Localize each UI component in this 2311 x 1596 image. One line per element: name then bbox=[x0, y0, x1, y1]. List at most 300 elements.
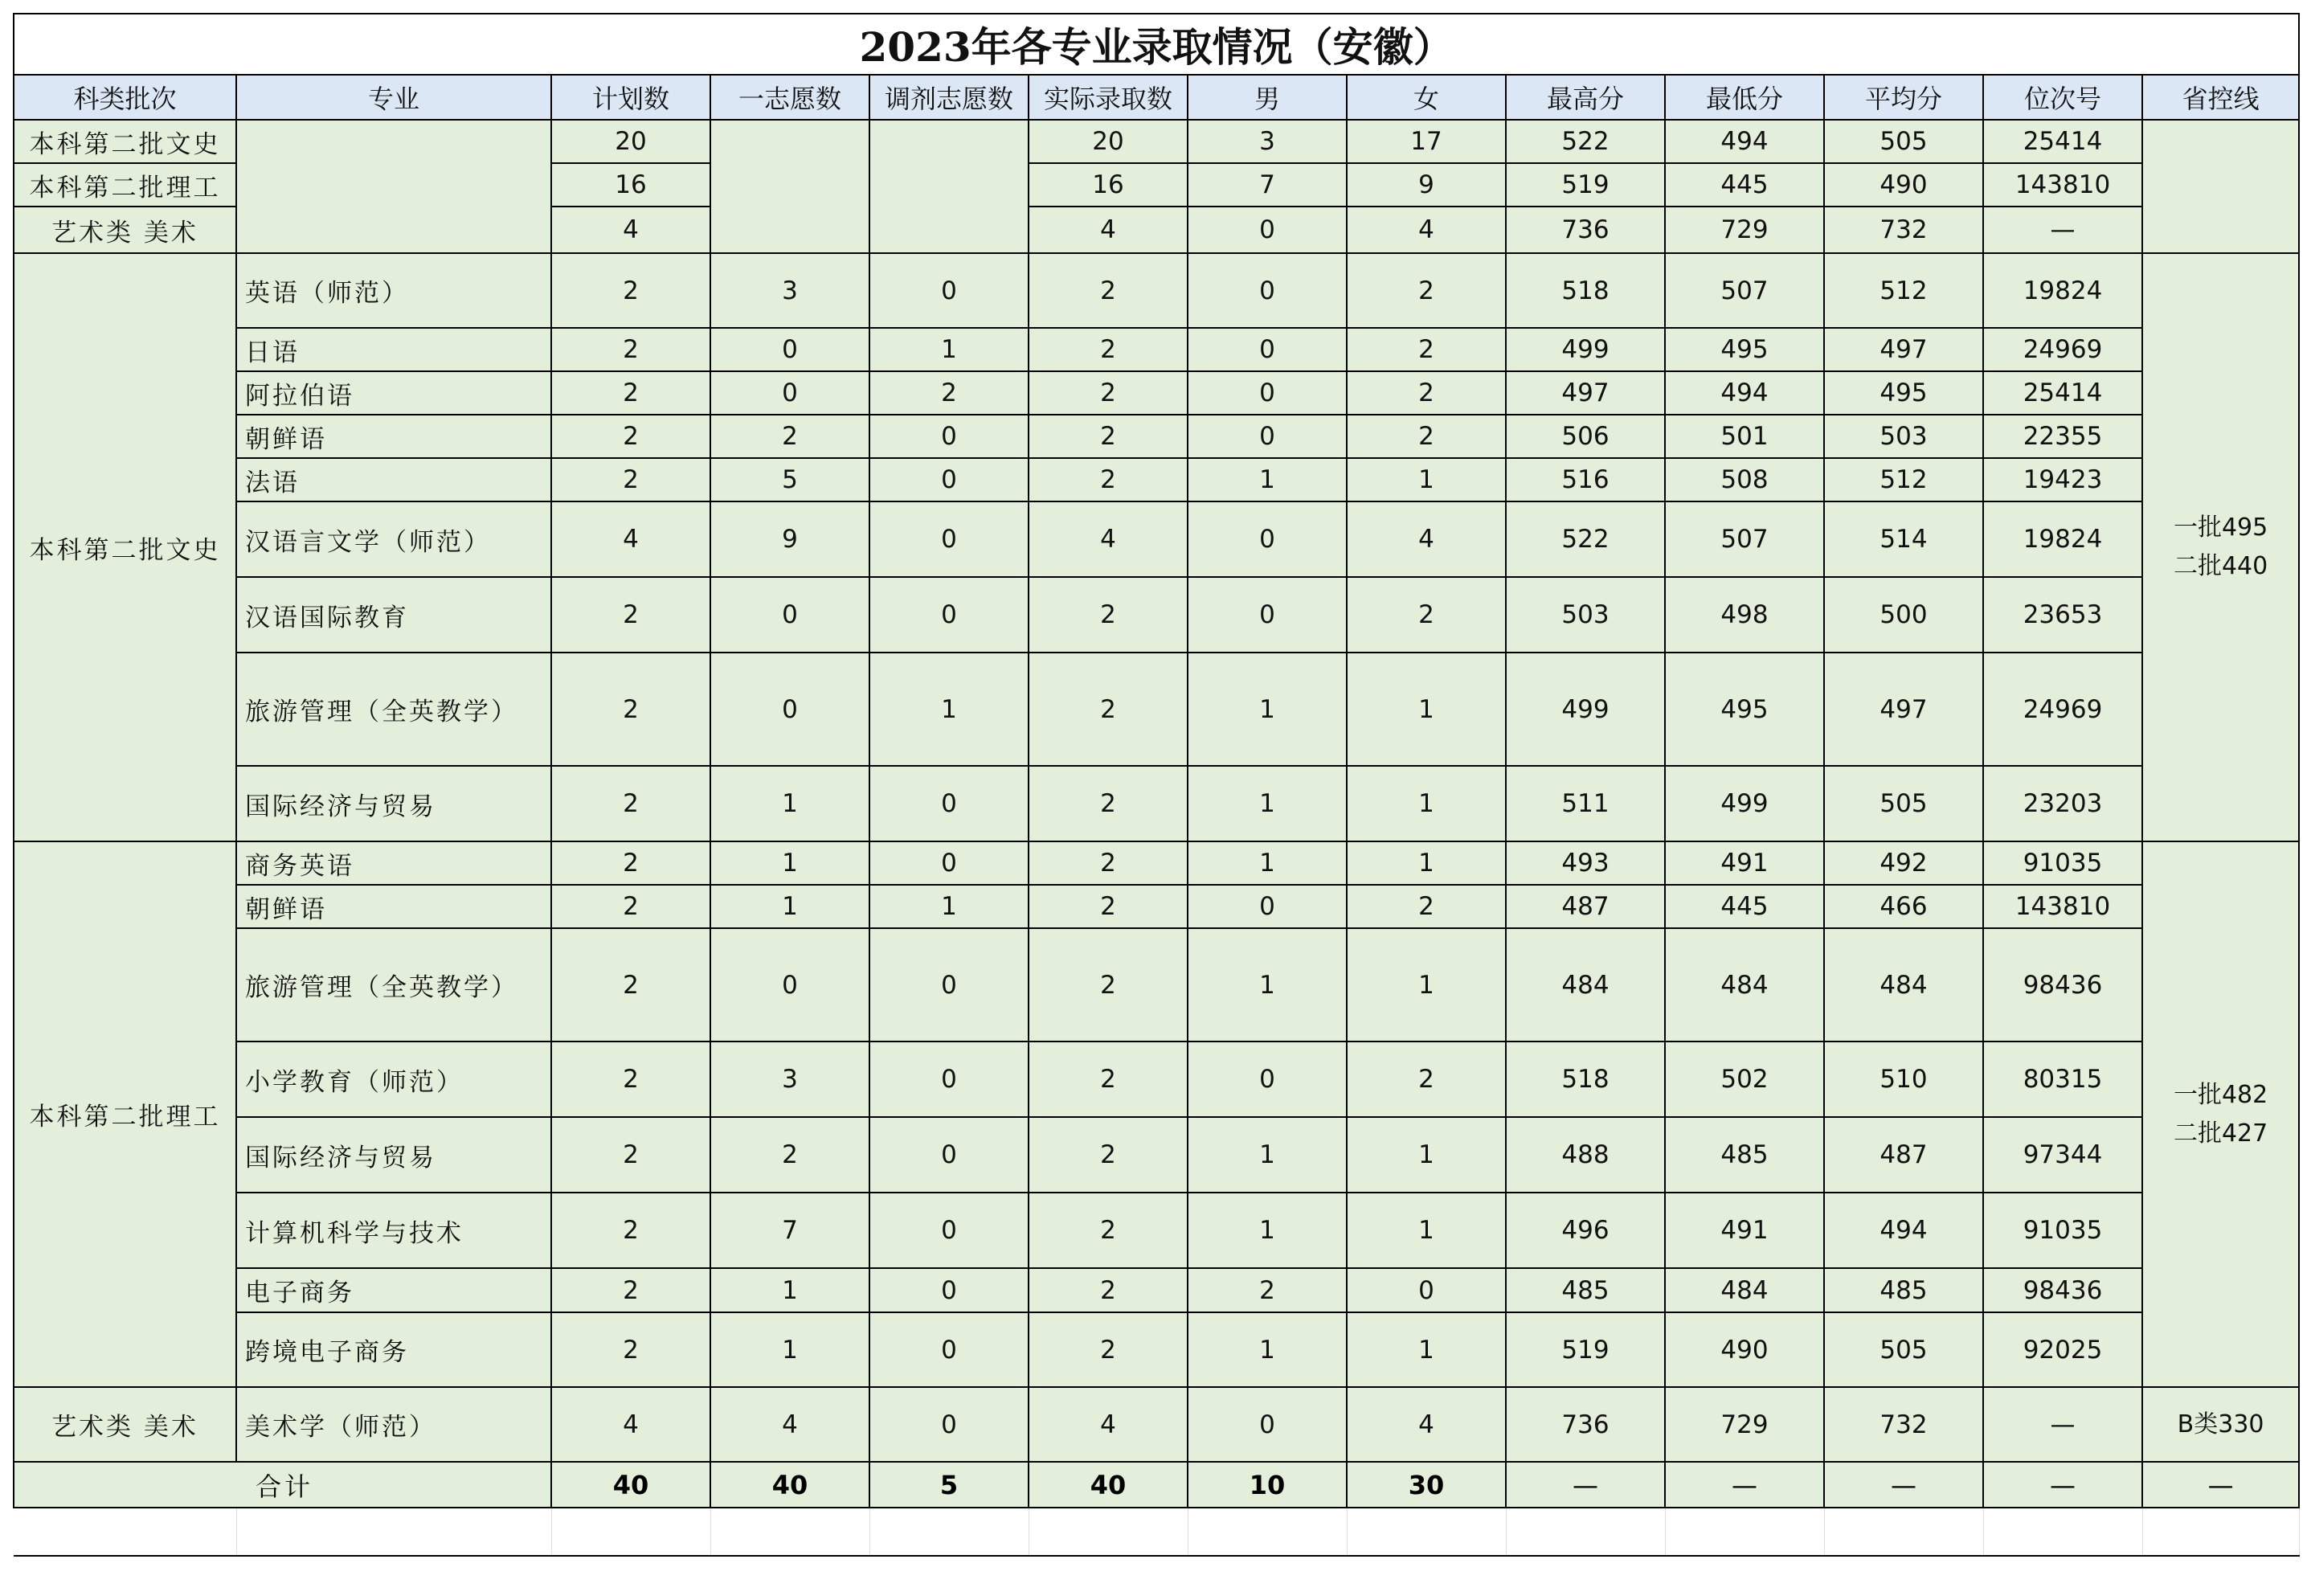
column-header: 男 bbox=[1188, 75, 1347, 120]
plan-cell: 16 bbox=[551, 163, 710, 207]
control-line-text: 二批440 bbox=[2173, 552, 2268, 580]
rank-cell: 91035 bbox=[1983, 1193, 2142, 1268]
control-line-text: B类330 bbox=[2177, 1410, 2264, 1438]
table-row bbox=[14, 885, 2299, 928]
max-cell: 518 bbox=[1506, 253, 1665, 328]
plan-cell: 2 bbox=[551, 928, 710, 1041]
actual-cell: 20 bbox=[1029, 120, 1188, 163]
female-cell: 1 bbox=[1347, 1117, 1506, 1193]
first-cell: 3 bbox=[710, 1041, 869, 1117]
column-header: 女 bbox=[1347, 75, 1506, 120]
min-cell: 491 bbox=[1665, 841, 1824, 885]
max-cell: 484 bbox=[1506, 928, 1665, 1041]
plan-cell: 2 bbox=[551, 841, 710, 885]
adjust-cell: 0 bbox=[869, 1268, 1029, 1312]
min-cell: 485 bbox=[1665, 1117, 1824, 1193]
male-cell: 1 bbox=[1188, 1312, 1347, 1387]
male-cell: 1 bbox=[1188, 766, 1347, 841]
rank-cell: 92025 bbox=[1983, 1312, 2142, 1387]
rank-cell: 24969 bbox=[1983, 653, 2142, 766]
plan-cell: 2 bbox=[551, 458, 710, 501]
first-cell: 1 bbox=[710, 885, 869, 928]
control-line-text: 一批482 bbox=[2173, 1080, 2268, 1109]
adjust-cell: 0 bbox=[869, 1193, 1029, 1268]
actual-cell: 4 bbox=[1029, 501, 1188, 577]
table-row bbox=[14, 1117, 2299, 1193]
female-cell: 0 bbox=[1347, 1268, 1506, 1312]
table-row bbox=[14, 1268, 2299, 1312]
summary-category: 艺术类 美术 bbox=[14, 207, 236, 253]
avg-cell: 490 bbox=[1824, 163, 1983, 207]
max-cell: 518 bbox=[1506, 1041, 1665, 1117]
actual-cell: 2 bbox=[1029, 885, 1188, 928]
min-cell: 507 bbox=[1665, 253, 1824, 328]
major-cell: 阿拉伯语 bbox=[236, 371, 551, 415]
actual-cell: 4 bbox=[1029, 1387, 1188, 1462]
first-cell: 2 bbox=[710, 1117, 869, 1193]
max-cell: 511 bbox=[1506, 766, 1665, 841]
rank-cell: 25414 bbox=[1983, 371, 2142, 415]
adjust-cell: 1 bbox=[869, 885, 1029, 928]
rank-cell: 25414 bbox=[1983, 120, 2142, 163]
avg-cell: 503 bbox=[1824, 415, 1983, 458]
female-cell: 1 bbox=[1347, 653, 1506, 766]
female-cell: 4 bbox=[1347, 1387, 1506, 1462]
max-cell: 506 bbox=[1506, 415, 1665, 458]
min-cell: 445 bbox=[1665, 885, 1824, 928]
female-cell: 1 bbox=[1347, 766, 1506, 841]
avg-cell: 505 bbox=[1824, 1312, 1983, 1387]
table-row bbox=[14, 577, 2299, 653]
table-row bbox=[14, 928, 2299, 1041]
max-cell: 488 bbox=[1506, 1117, 1665, 1193]
male-cell: 7 bbox=[1188, 163, 1347, 207]
column-header: 一志愿数 bbox=[710, 75, 869, 120]
total-male-cell: 10 bbox=[1188, 1462, 1347, 1508]
max-cell: 519 bbox=[1506, 1312, 1665, 1387]
adjust-cell: 0 bbox=[869, 577, 1029, 653]
min-cell: 494 bbox=[1665, 371, 1824, 415]
max-cell: 522 bbox=[1506, 501, 1665, 577]
male-cell: 0 bbox=[1188, 577, 1347, 653]
adjust-cell: 0 bbox=[869, 501, 1029, 577]
plan-cell: 2 bbox=[551, 1041, 710, 1117]
adjust-cell: 0 bbox=[869, 766, 1029, 841]
blank-cell bbox=[14, 1508, 236, 1556]
actual-cell: 2 bbox=[1029, 1312, 1188, 1387]
table-row bbox=[14, 328, 2299, 371]
max-cell: 519 bbox=[1506, 163, 1665, 207]
major-cell: 朝鲜语 bbox=[236, 885, 551, 928]
max-cell: 496 bbox=[1506, 1193, 1665, 1268]
female-cell: 9 bbox=[1347, 163, 1506, 207]
male-cell: 1 bbox=[1188, 928, 1347, 1041]
summary-control-empty bbox=[2142, 120, 2299, 253]
male-cell: 2 bbox=[1188, 1268, 1347, 1312]
blank-cell bbox=[710, 1508, 869, 1556]
plan-cell: 2 bbox=[551, 1268, 710, 1312]
control-line-text: 一批495 bbox=[2173, 514, 2268, 542]
column-header: 最高分 bbox=[1506, 75, 1665, 120]
table-row bbox=[14, 501, 2299, 577]
actual-cell: 2 bbox=[1029, 1117, 1188, 1193]
avg-cell: 512 bbox=[1824, 253, 1983, 328]
rank-cell: 19824 bbox=[1983, 253, 2142, 328]
column-header: 科类批次 bbox=[14, 75, 236, 120]
first-cell: 1 bbox=[710, 1312, 869, 1387]
summary-row bbox=[14, 120, 2299, 163]
adjust-cell: 2 bbox=[869, 371, 1029, 415]
male-cell: 1 bbox=[1188, 653, 1347, 766]
table-title: 2023年各专业录取情况（安徽） bbox=[14, 14, 2299, 75]
summary-category: 本科第二批理工 bbox=[14, 163, 236, 207]
plan-cell: 2 bbox=[551, 1117, 710, 1193]
category-cell: 艺术类 美术 bbox=[14, 1387, 236, 1462]
avg-cell: 512 bbox=[1824, 458, 1983, 501]
blank-cell bbox=[869, 1508, 1029, 1556]
adjust-cell: 1 bbox=[869, 328, 1029, 371]
table-row bbox=[14, 1041, 2299, 1117]
summary-adjust-empty bbox=[869, 120, 1029, 253]
total-actual-cell: 40 bbox=[1029, 1462, 1188, 1508]
blank-row bbox=[14, 1508, 2299, 1556]
total-row bbox=[14, 1462, 2299, 1508]
min-cell: 499 bbox=[1665, 766, 1824, 841]
rank-cell: 19423 bbox=[1983, 458, 2142, 501]
min-cell: 507 bbox=[1665, 501, 1824, 577]
plan-cell: 2 bbox=[551, 415, 710, 458]
major-cell: 计算机科学与技术 bbox=[236, 1193, 551, 1268]
table-row bbox=[14, 841, 2299, 885]
female-cell: 2 bbox=[1347, 371, 1506, 415]
plan-cell: 20 bbox=[551, 120, 710, 163]
female-cell: 2 bbox=[1347, 577, 1506, 653]
column-header: 计划数 bbox=[551, 75, 710, 120]
female-cell: 2 bbox=[1347, 885, 1506, 928]
category-cell: 本科第二批文史 bbox=[14, 253, 236, 841]
first-cell: 1 bbox=[710, 766, 869, 841]
blank-cell bbox=[1029, 1508, 1188, 1556]
summary-category: 本科第二批文史 bbox=[14, 120, 236, 163]
min-cell: 491 bbox=[1665, 1193, 1824, 1268]
rank-cell: 23653 bbox=[1983, 577, 2142, 653]
max-cell: 497 bbox=[1506, 371, 1665, 415]
plan-cell: 4 bbox=[551, 1387, 710, 1462]
actual-cell: 16 bbox=[1029, 163, 1188, 207]
avg-cell: 497 bbox=[1824, 653, 1983, 766]
min-cell: 495 bbox=[1665, 328, 1824, 371]
major-cell: 旅游管理（全英教学） bbox=[236, 928, 551, 1041]
total-control-cell: — bbox=[2142, 1462, 2299, 1508]
province-control-line-cell bbox=[2142, 1387, 2299, 1462]
total-label: 合计 bbox=[14, 1462, 551, 1508]
avg-cell: 497 bbox=[1824, 328, 1983, 371]
min-cell: 494 bbox=[1665, 120, 1824, 163]
major-cell: 电子商务 bbox=[236, 1268, 551, 1312]
male-cell: 1 bbox=[1188, 841, 1347, 885]
table-row bbox=[14, 1312, 2299, 1387]
total-rank-cell: — bbox=[1983, 1462, 2142, 1508]
plan-cell: 2 bbox=[551, 1193, 710, 1268]
first-cell: 1 bbox=[710, 1268, 869, 1312]
column-header: 调剂志愿数 bbox=[869, 75, 1029, 120]
rank-cell: 143810 bbox=[1983, 163, 2142, 207]
min-cell: 484 bbox=[1665, 928, 1824, 1041]
actual-cell: 2 bbox=[1029, 928, 1188, 1041]
avg-cell: 510 bbox=[1824, 1041, 1983, 1117]
max-cell: 493 bbox=[1506, 841, 1665, 885]
column-header: 省控线 bbox=[2142, 75, 2299, 120]
actual-cell: 2 bbox=[1029, 653, 1188, 766]
actual-cell: 2 bbox=[1029, 1268, 1188, 1312]
major-cell: 跨境电子商务 bbox=[236, 1312, 551, 1387]
min-cell: 502 bbox=[1665, 1041, 1824, 1117]
plan-cell: 2 bbox=[551, 653, 710, 766]
max-cell: 485 bbox=[1506, 1268, 1665, 1312]
major-cell: 汉语国际教育 bbox=[236, 577, 551, 653]
male-cell: 0 bbox=[1188, 207, 1347, 253]
total-adjust-cell: 5 bbox=[869, 1462, 1029, 1508]
adjust-cell: 0 bbox=[869, 841, 1029, 885]
min-cell: 495 bbox=[1665, 653, 1824, 766]
actual-cell: 2 bbox=[1029, 577, 1188, 653]
avg-cell: 484 bbox=[1824, 928, 1983, 1041]
province-control-line-cell bbox=[2142, 253, 2299, 841]
plan-cell: 2 bbox=[551, 577, 710, 653]
first-cell: 0 bbox=[710, 371, 869, 415]
column-header: 平均分 bbox=[1824, 75, 1983, 120]
male-cell: 1 bbox=[1188, 1193, 1347, 1268]
avg-cell: 505 bbox=[1824, 766, 1983, 841]
table-row bbox=[14, 653, 2299, 766]
blank-cell bbox=[1188, 1508, 1347, 1556]
actual-cell: 4 bbox=[1029, 207, 1188, 253]
rank-cell: 24969 bbox=[1983, 328, 2142, 371]
female-cell: 2 bbox=[1347, 415, 1506, 458]
blank-cell bbox=[1506, 1508, 1665, 1556]
male-cell: 0 bbox=[1188, 885, 1347, 928]
total-avg-cell: — bbox=[1824, 1462, 1983, 1508]
column-header: 实际录取数 bbox=[1029, 75, 1188, 120]
avg-cell: 514 bbox=[1824, 501, 1983, 577]
rank-cell: — bbox=[1983, 207, 2142, 253]
adjust-cell: 0 bbox=[869, 458, 1029, 501]
table-row bbox=[14, 253, 2299, 328]
first-cell: 3 bbox=[710, 253, 869, 328]
major-cell: 英语（师范） bbox=[236, 253, 551, 328]
first-cell: 0 bbox=[710, 928, 869, 1041]
avg-cell: 466 bbox=[1824, 885, 1983, 928]
female-cell: 1 bbox=[1347, 928, 1506, 1041]
min-cell: 445 bbox=[1665, 163, 1824, 207]
first-cell: 0 bbox=[710, 328, 869, 371]
female-cell: 1 bbox=[1347, 1312, 1506, 1387]
actual-cell: 2 bbox=[1029, 415, 1188, 458]
total-max-cell: — bbox=[1506, 1462, 1665, 1508]
table-row bbox=[14, 1193, 2299, 1268]
avg-cell: 500 bbox=[1824, 577, 1983, 653]
major-cell: 法语 bbox=[236, 458, 551, 501]
male-cell: 1 bbox=[1188, 458, 1347, 501]
total-first-cell: 40 bbox=[710, 1462, 869, 1508]
summary-major-empty bbox=[236, 120, 551, 253]
admission-table bbox=[13, 13, 2300, 1557]
male-cell: 0 bbox=[1188, 1041, 1347, 1117]
adjust-cell: 0 bbox=[869, 928, 1029, 1041]
female-cell: 1 bbox=[1347, 458, 1506, 501]
major-cell: 国际经济与贸易 bbox=[236, 766, 551, 841]
first-cell: 2 bbox=[710, 415, 869, 458]
male-cell: 0 bbox=[1188, 371, 1347, 415]
rank-cell: 80315 bbox=[1983, 1041, 2142, 1117]
max-cell: 499 bbox=[1506, 328, 1665, 371]
total-min-cell: — bbox=[1665, 1462, 1824, 1508]
min-cell: 508 bbox=[1665, 458, 1824, 501]
adjust-cell: 0 bbox=[869, 415, 1029, 458]
first-cell: 0 bbox=[710, 653, 869, 766]
summary-first-empty bbox=[710, 120, 869, 253]
max-cell: 522 bbox=[1506, 120, 1665, 163]
blank-cell bbox=[1665, 1508, 1824, 1556]
total-plan-cell: 40 bbox=[551, 1462, 710, 1508]
avg-cell: 485 bbox=[1824, 1268, 1983, 1312]
actual-cell: 2 bbox=[1029, 371, 1188, 415]
first-cell: 0 bbox=[710, 577, 869, 653]
first-cell: 1 bbox=[710, 841, 869, 885]
plan-cell: 4 bbox=[551, 501, 710, 577]
major-cell: 朝鲜语 bbox=[236, 415, 551, 458]
plan-cell: 2 bbox=[551, 1312, 710, 1387]
column-header: 位次号 bbox=[1983, 75, 2142, 120]
min-cell: 484 bbox=[1665, 1268, 1824, 1312]
male-cell: 1 bbox=[1188, 1117, 1347, 1193]
adjust-cell: 0 bbox=[869, 1117, 1029, 1193]
major-cell: 美术学（师范） bbox=[236, 1387, 551, 1462]
table-row bbox=[14, 415, 2299, 458]
max-cell: 736 bbox=[1506, 1387, 1665, 1462]
female-cell: 4 bbox=[1347, 501, 1506, 577]
male-cell: 3 bbox=[1188, 120, 1347, 163]
first-cell: 4 bbox=[710, 1387, 869, 1462]
major-cell: 日语 bbox=[236, 328, 551, 371]
actual-cell: 2 bbox=[1029, 458, 1188, 501]
rank-cell: 22355 bbox=[1983, 415, 2142, 458]
adjust-cell: 1 bbox=[869, 653, 1029, 766]
table-row bbox=[14, 766, 2299, 841]
male-cell: 0 bbox=[1188, 415, 1347, 458]
adjust-cell: 0 bbox=[869, 1041, 1029, 1117]
min-cell: 729 bbox=[1665, 1387, 1824, 1462]
first-cell: 7 bbox=[710, 1193, 869, 1268]
actual-cell: 2 bbox=[1029, 841, 1188, 885]
category-cell: 本科第二批理工 bbox=[14, 841, 236, 1387]
avg-cell: 494 bbox=[1824, 1193, 1983, 1268]
plan-cell: 2 bbox=[551, 885, 710, 928]
province-control-line-cell bbox=[2142, 841, 2299, 1387]
total-female-cell: 30 bbox=[1347, 1462, 1506, 1508]
plan-cell: 2 bbox=[551, 328, 710, 371]
avg-cell: 495 bbox=[1824, 371, 1983, 415]
column-header: 最低分 bbox=[1665, 75, 1824, 120]
male-cell: 0 bbox=[1188, 253, 1347, 328]
rank-cell: 91035 bbox=[1983, 841, 2142, 885]
actual-cell: 2 bbox=[1029, 328, 1188, 371]
rank-cell: 19824 bbox=[1983, 501, 2142, 577]
major-cell: 商务英语 bbox=[236, 841, 551, 885]
blank-cell bbox=[1347, 1508, 1506, 1556]
female-cell: 2 bbox=[1347, 328, 1506, 371]
major-cell: 小学教育（师范） bbox=[236, 1041, 551, 1117]
rank-cell: 23203 bbox=[1983, 766, 2142, 841]
adjust-cell: 0 bbox=[869, 253, 1029, 328]
female-cell: 1 bbox=[1347, 841, 1506, 885]
male-cell: 0 bbox=[1188, 1387, 1347, 1462]
rank-cell: 143810 bbox=[1983, 885, 2142, 928]
first-cell: 9 bbox=[710, 501, 869, 577]
max-cell: 499 bbox=[1506, 653, 1665, 766]
admission-table-wrapper bbox=[13, 13, 2300, 1557]
plan-cell: 2 bbox=[551, 766, 710, 841]
female-cell: 2 bbox=[1347, 253, 1506, 328]
female-cell: 2 bbox=[1347, 1041, 1506, 1117]
avg-cell: 732 bbox=[1824, 1387, 1983, 1462]
female-cell: 17 bbox=[1347, 120, 1506, 163]
actual-cell: 2 bbox=[1029, 1193, 1188, 1268]
rank-cell: — bbox=[1983, 1387, 2142, 1462]
rank-cell: 97344 bbox=[1983, 1117, 2142, 1193]
adjust-cell: 0 bbox=[869, 1312, 1029, 1387]
male-cell: 0 bbox=[1188, 328, 1347, 371]
major-cell: 汉语言文学（师范） bbox=[236, 501, 551, 577]
blank-cell bbox=[1824, 1508, 1983, 1556]
max-cell: 516 bbox=[1506, 458, 1665, 501]
max-cell: 487 bbox=[1506, 885, 1665, 928]
blank-cell bbox=[1983, 1508, 2142, 1556]
min-cell: 729 bbox=[1665, 207, 1824, 253]
control-line-text: 二批427 bbox=[2173, 1119, 2268, 1148]
actual-cell: 2 bbox=[1029, 253, 1188, 328]
male-cell: 0 bbox=[1188, 501, 1347, 577]
table-row bbox=[14, 458, 2299, 501]
table-row bbox=[14, 371, 2299, 415]
min-cell: 498 bbox=[1665, 577, 1824, 653]
avg-cell: 492 bbox=[1824, 841, 1983, 885]
min-cell: 490 bbox=[1665, 1312, 1824, 1387]
female-cell: 4 bbox=[1347, 207, 1506, 253]
blank-cell bbox=[2142, 1508, 2299, 1556]
plan-cell: 2 bbox=[551, 253, 710, 328]
max-cell: 736 bbox=[1506, 207, 1665, 253]
plan-cell: 4 bbox=[551, 207, 710, 253]
first-cell: 5 bbox=[710, 458, 869, 501]
table-row bbox=[14, 1387, 2299, 1462]
column-header: 专业 bbox=[236, 75, 551, 120]
avg-cell: 505 bbox=[1824, 120, 1983, 163]
blank-cell bbox=[551, 1508, 710, 1556]
rank-cell: 98436 bbox=[1983, 1268, 2142, 1312]
avg-cell: 487 bbox=[1824, 1117, 1983, 1193]
min-cell: 501 bbox=[1665, 415, 1824, 458]
blank-cell bbox=[236, 1508, 551, 1556]
rank-cell: 98436 bbox=[1983, 928, 2142, 1041]
header-row bbox=[14, 75, 2299, 120]
avg-cell: 732 bbox=[1824, 207, 1983, 253]
female-cell: 1 bbox=[1347, 1193, 1506, 1268]
actual-cell: 2 bbox=[1029, 1041, 1188, 1117]
max-cell: 503 bbox=[1506, 577, 1665, 653]
major-cell: 国际经济与贸易 bbox=[236, 1117, 551, 1193]
actual-cell: 2 bbox=[1029, 766, 1188, 841]
